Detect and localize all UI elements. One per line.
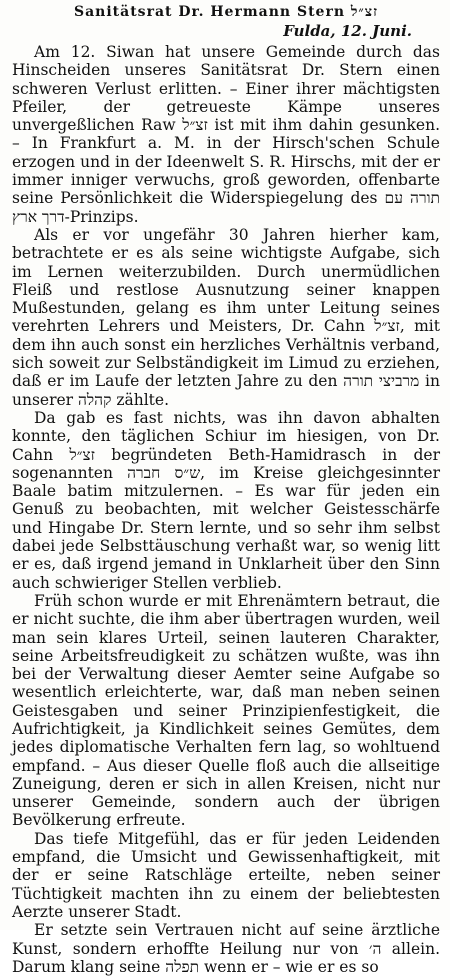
paragraph-5: Das tiefe Mitgefühl, das er für jeden Leidenden empfand, die Umsicht und Gewissenhaftigkeit, mit der er seine Ratschläge erteilte, neben seiner Tüchtigkeit machten ihn zu einem der beliebtesten Aerzte unserer Stadt.	[12, 829, 440, 921]
article-dateline: Fulda, 12. Juni.	[283, 22, 412, 40]
paragraph-4: Früh schon wurde er mit Ehrenämtern betraut, die er nicht suchte, die ihm aber übertragen wurden, weil man sein klares Urteil, seinen lauteren Charakter, seine Arbeitsfreudigkeit zu schätzen wußte, was ihn bei der Verwaltung dieser Aemter seine Aufgabe so wesentlich erleichterte, war, daß man neben seinen Geistesgaben und seiner Prinzipienfestigkeit, die Aufrichtigkeit, ja Kindlichkeit seines Gemütes, dem jedes diplomatische Verhalten fern lag, so wohltuend empfand. – Aus dieser Quelle floß auch die allseitige Zuneigung, deren er sich in allen Kreisen, nicht nur unserer Gemeinde, sondern auch der übrigen Bevölkerung erfreute.	[12, 591, 440, 830]
paragraph-6: Er setzte sein Vertrauen nicht auf seine ärztliche Kunst, sondern erhoffte Heilung nur von ה׳ allein. Darum klang seine תפלה wenn er – wie er es so	[12, 921, 440, 976]
article-title: Sanitätsrat Dr. Hermann Stern זצ״ל	[74, 4, 378, 20]
paragraph-2: Als er vor ungefähr 30 Jahren hierher kam, betrachtete er es als seine wichtigste Aufgabe, sich im Lernen weiterzubilden. Durch unermüdlichen Fleiß und restlose Ausnutzung seiner knappen Mußestunden, gelang es ihm unter Leitung seines verehrten Lehrers und Meisters, Dr. Cahn זצ״ל, mit dem ihn auch sonst ein herzliches Verhältnis verband, sich soweit zur Selbständigkeit im Limud zu erziehen, daß er im Laufe der letzten Jahre zu den מרביצי תורה in unserer קהלה zählte.	[12, 225, 440, 409]
paragraph-3: Da gab es fast nichts, was ihn davon abhalten konnte, den täglichen Schiur im hiesigen, von Dr. Cahn זצ״ל begründeten Beth-Hamidrasch in der sogenannten ש״ס חברה, im Kreise gleichgesinnter Baale batim mitzulernen. – Es war für jeden ein Genuß zu beobachten, mit welcher Geistesschärfe und Hingabe Dr. Stern lernte, und so sehr ihm selbst dabei jede Selbsttäuschung verhaßt war, so wenig litt er es, daß irgend jemand in Unklarheit über den Sinn auch schwieriger Stellen verblieb.	[12, 408, 441, 592]
paragraph-1: Am 12. Siwan hat unsere Gemeinde durch das Hinscheiden unseres Sanitätsrat Dr. Stern einen schweren Verlust erlitten. – Einer ihrer mächtigsten Pfeiler, der getreueste Kämpe unseres unvergeßlichen Raw זצ״ל ist mit ihm dahin gesunken. – In Frankfurt a. M. in der Hirsch'schen Schule erzogen und in der Ideenwelt S. R. Hirschs, mit der er immer inniger verwuchs, groß geworden, offenbarte seine Persönlichkeit die Widerspiegelung des תורה עם דרך ארץ-Prinzips.	[12, 43, 441, 226]
